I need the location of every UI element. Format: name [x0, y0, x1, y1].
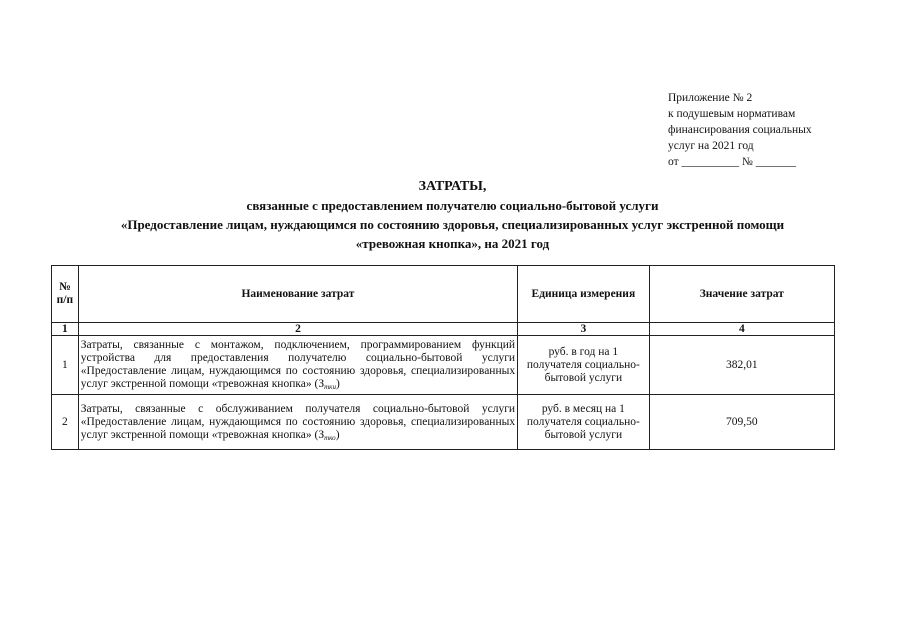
row-name-subscript: тки — [324, 383, 336, 391]
header-value: Значение затрат — [649, 266, 834, 323]
title-line: «Предоставление лицам, нуждающимся по состоянию здоровья, специализированных услуг экстренной помощи — [120, 217, 785, 232]
row-num: 1 — [52, 336, 79, 395]
row-value: 709,50 — [649, 395, 834, 450]
index-cell: 4 — [649, 323, 834, 336]
row-name-end: ) — [335, 378, 340, 390]
row-name — [78, 395, 517, 450]
index-cell: 2 — [78, 323, 517, 336]
table-row — [52, 395, 835, 450]
header-num: № п/п — [52, 266, 79, 323]
header-name: Наименование затрат — [78, 266, 517, 323]
table-header-row — [52, 266, 835, 323]
row-num: 2 — [52, 395, 79, 450]
row-name-text: Затраты, связанные с обслуживанием получателя социально-бытовой услуги «Предоставление лицам, нуждающимся по состоянию здоровья, специализированных услуг экстренной помощи «тревожная кнопка» (З — [80, 402, 516, 441]
appendix-line: Приложение № 2 — [668, 92, 753, 104]
appendix-line: услуг на 2021 год — [668, 140, 754, 152]
appendix-line: от __________ № _______ — [668, 156, 796, 168]
row-unit: руб. в месяц на 1 получателя социально-бытовой услуги — [518, 395, 650, 450]
costs-table — [51, 265, 835, 450]
index-cell: 3 — [518, 323, 650, 336]
appendix-note — [668, 90, 868, 170]
index-cell: 1 — [52, 323, 79, 336]
table-row — [52, 336, 835, 395]
document-title — [40, 177, 865, 253]
row-name-subscript: тко — [324, 433, 336, 442]
appendix-line: финансирования социальных — [668, 124, 812, 136]
row-name-text: Затраты, связанные с монтажом, подключением, программированием функций устройства для предоставления получателю социально-бытовой услуги «Предоставление лицам, нуждающимся по состоянию здоровья, специализированных услуг экстренной помощи «тревожная кнопка» (З — [80, 339, 516, 390]
appendix-line: к подушевым нормативам — [668, 108, 796, 120]
title-heading: ЗАТРАТЫ, — [418, 179, 487, 194]
row-value: 382,01 — [649, 336, 834, 395]
row-name — [78, 336, 517, 395]
header-unit: Единица измерения — [518, 266, 650, 323]
title-line: связанные с предоставлением получателю социально-бытовой услуги — [246, 198, 659, 213]
row-unit: руб. в год на 1 получателя социально-бытовой услуги — [518, 336, 650, 395]
title-line: «тревожная кнопка», на 2021 год — [355, 236, 550, 251]
column-index-row — [52, 323, 835, 336]
row-name-end: ) — [335, 428, 340, 441]
